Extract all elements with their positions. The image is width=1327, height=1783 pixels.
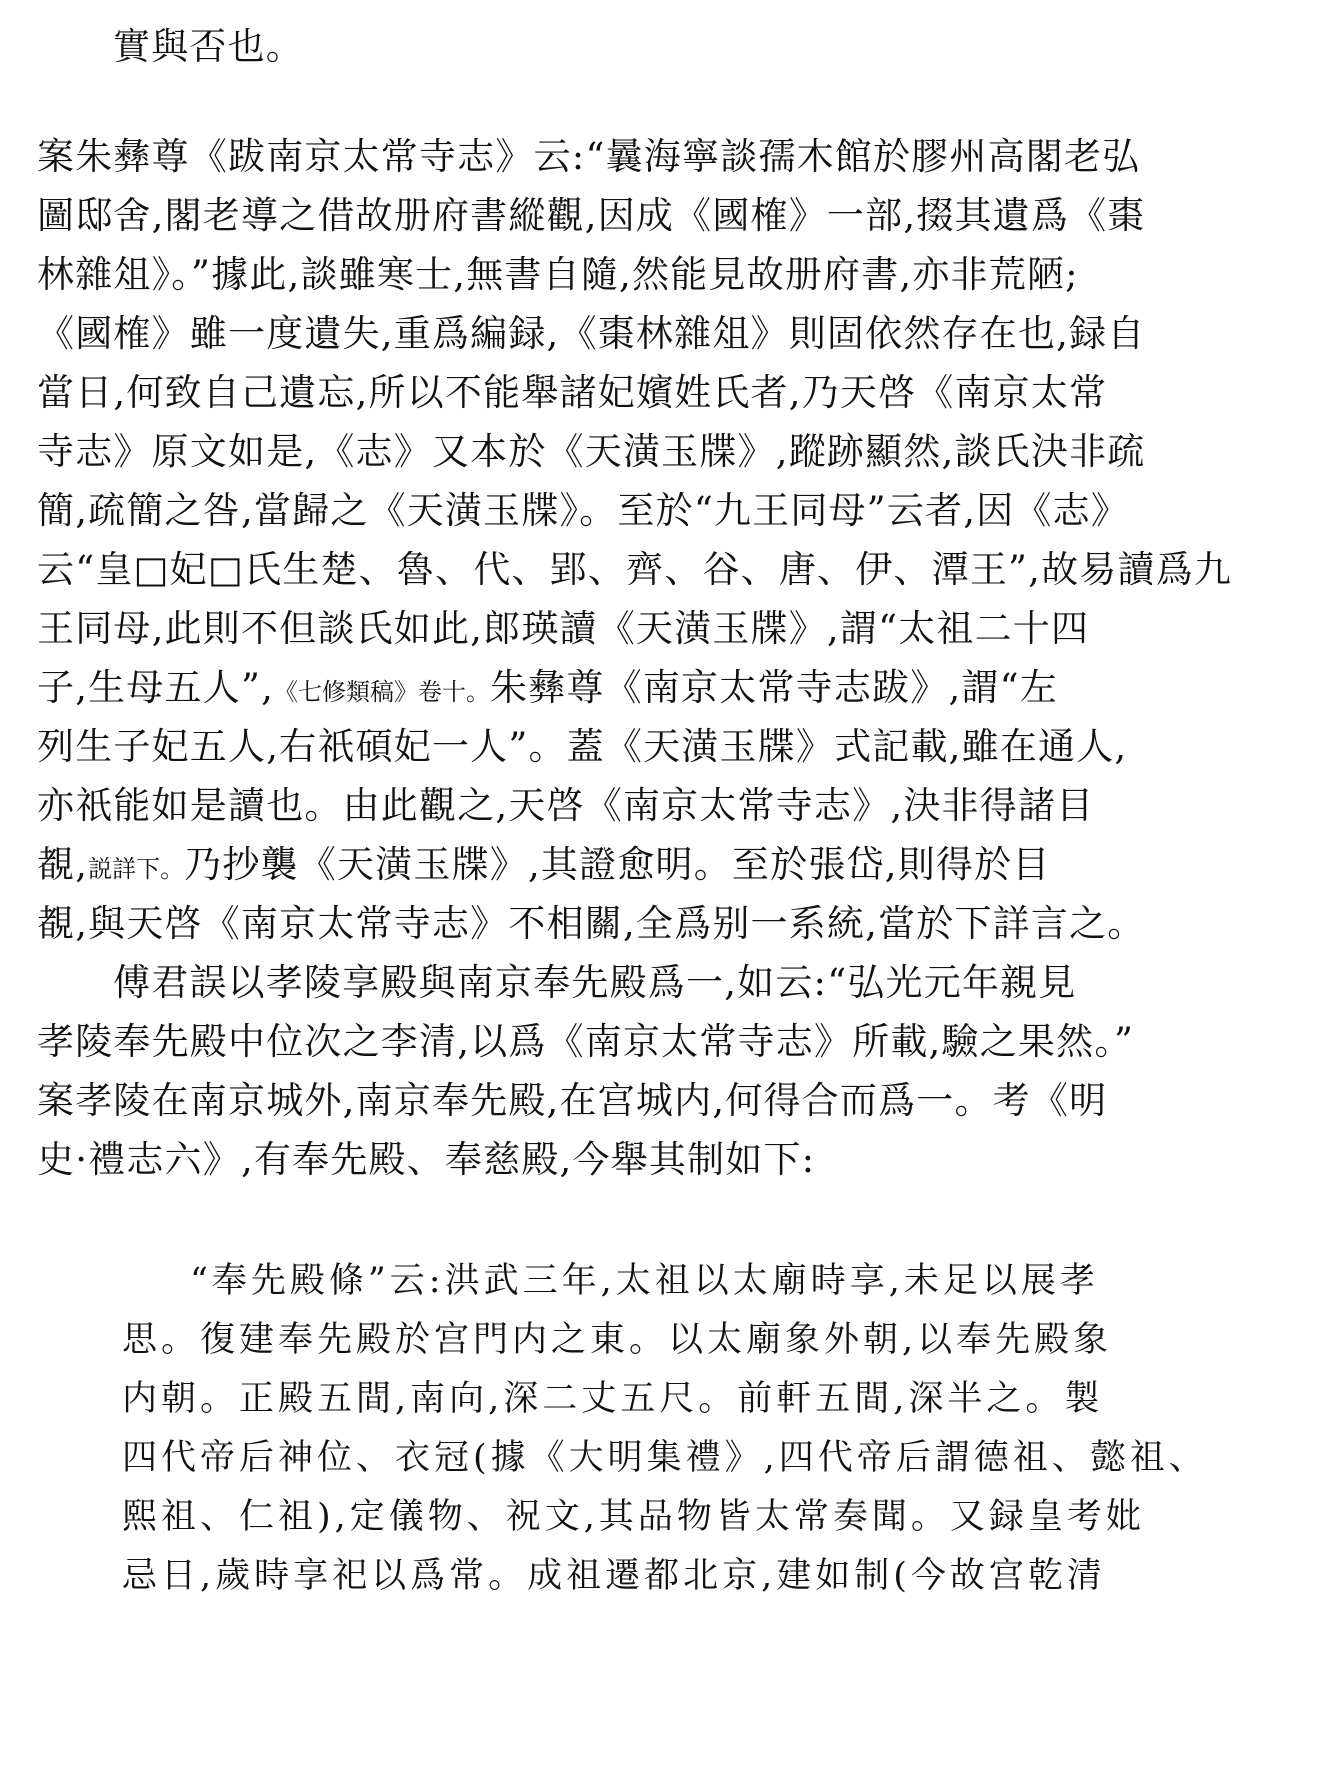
text-line-17: 案孝陵在南京城外,南京奉先殿,在宫城内,何得合而爲一。考《明 <box>37 1079 1108 1122</box>
text-line-13-rest: 乃抄襲《天潢玉牒》,其證愈明。至於張岱,則得於目 <box>184 843 1051 886</box>
text-line-14: 覩,與天啓《南京太常寺志》不相關,全爲别一系統,當於下詳言之。 <box>37 902 1146 945</box>
text-line-11: 列生子妃五人,右祇碩妃一人”。蓋《天潢玉牒》式記載,雖在通人, <box>37 725 1128 768</box>
text-line-12: 亦祇能如是讀也。由此觀之,天啓《南京太常寺志》,決非得諸目 <box>37 784 1095 827</box>
text-line-13 <box>37 843 1051 886</box>
quote-line-1: “奉先殿條”云:洪武三年,太祖以太廟時享,未足以展孝 <box>190 1261 1099 1301</box>
text-line-4: 《國榷》雖一度遺失,重爲編録,《棗林雜俎》則固依然存在也,録自 <box>37 312 1146 355</box>
quote-line-6: 忌日,歲時享祀以爲常。成祖遷都北京,建如制(今故宫乾清 <box>122 1556 1106 1596</box>
quote-line-5: 熙祖、仁祖),定儀物、祝文,其品物皆太常奏聞。又録皇考妣 <box>122 1497 1145 1537</box>
text-line-5: 當日,何致自己遺忘,所以不能舉諸妃嬪姓氏者,乃天啓《南京太常 <box>37 371 1108 414</box>
text-line-16: 孝陵奉先殿中位次之李清,以爲《南京太常寺志》所載,驗之果然。” <box>37 1020 1135 1063</box>
quote-line-4: 四代帝后神位、衣冠(據《大明集禮》,四代帝后謂德祖、懿祖、 <box>122 1438 1208 1478</box>
text-line-10 <box>37 666 1058 709</box>
inline-note: 説詳下。 <box>88 855 185 883</box>
text-line-10-main: 子,生母五人”, <box>37 666 275 709</box>
text-line-1: 案朱彝尊《跋南京太常寺志》云:“曩海寧談孺木館於膠州高閣老弘 <box>37 135 1141 178</box>
quote-line-3: 内朝。正殿五間,南向,深二丈五尺。前軒五間,深半之。製 <box>122 1379 1104 1419</box>
text-line-3: 林雜俎》。”據此,談雖寒士,無書自隨,然能見故册府書,亦非荒陋; <box>37 253 1079 296</box>
text-line-13-main: 覩, <box>37 843 89 886</box>
quote-line-2: 思。復建奉先殿於宫門内之東。以太廟象外朝,以奉先殿象 <box>122 1320 1113 1360</box>
opening-line: 實與否也。 <box>113 25 304 68</box>
text-line-7: 簡,疏簡之咎,當歸之《天潢玉牒》。至於“九王同母”云者,因《志》 <box>37 489 1130 532</box>
text-line-6: 寺志》原文如是,《志》又本於《天潢玉牒》,蹤跡顯然,談氏決非疏 <box>37 430 1146 473</box>
text-line-2: 圖邸舍,閣老導之借故册府書縱觀,因成《國榷》一部,掇其遺爲《棗 <box>37 194 1146 237</box>
inline-citation: 《七修類稿》卷十。 <box>274 678 491 706</box>
text-line-18: 史·禮志六》,有奉先殿、奉慈殿,今舉其制如下: <box>37 1138 816 1181</box>
text-line-9: 王同母,此則不但談氏如此,郎瑛讀《天潢玉牒》,謂“太祖二十四 <box>37 607 1090 650</box>
text-line-10-rest: 朱彝尊《南京太常寺志跋》,謂“左 <box>490 666 1058 709</box>
paragraph-start-line: 傅君誤以孝陵享殿與南京奉先殿爲一,如云:“弘光元年親見 <box>113 961 1077 1004</box>
text-line-8: 云“皇□妃□氏生楚、魯、代、郢、齊、谷、唐、伊、潭王”,故易讀爲九 <box>37 548 1233 591</box>
